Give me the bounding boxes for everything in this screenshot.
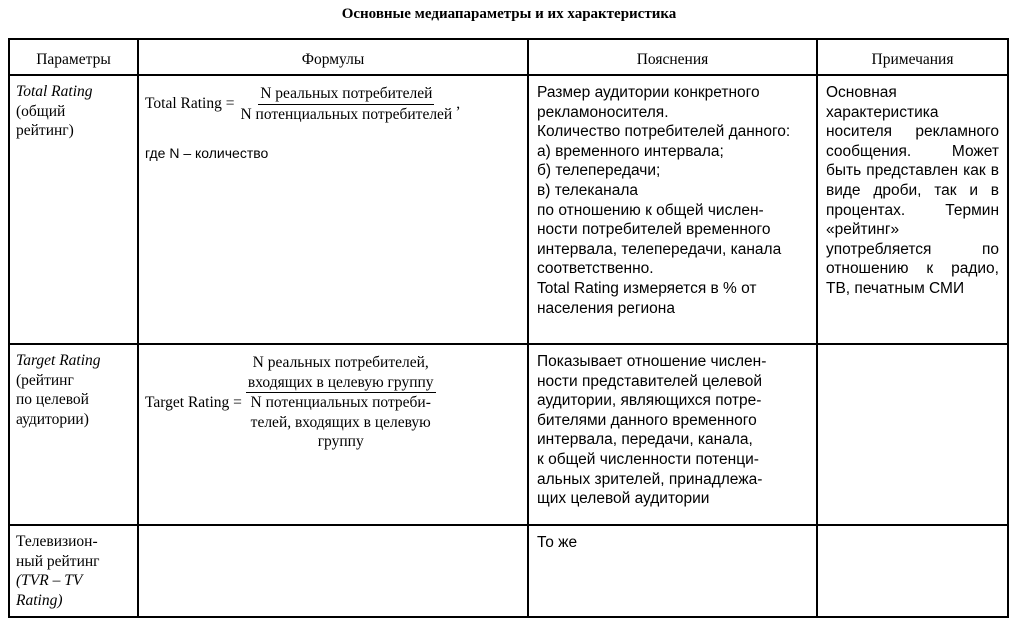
explanation-line: Показывает отношение числен- bbox=[537, 353, 767, 370]
note-cell bbox=[817, 344, 1008, 525]
param-name-ru: (рейтинг bbox=[16, 371, 74, 389]
explanation-line: в) телеканала bbox=[537, 181, 638, 199]
explanation-line: Total Rating измеряется в % от bbox=[537, 279, 757, 297]
note-cell bbox=[817, 75, 1008, 344]
fraction-numerator: N реальных потребителей bbox=[258, 84, 434, 105]
fraction-denominator bbox=[249, 393, 433, 452]
note-cell bbox=[817, 525, 1008, 617]
param-name-ru: Телевизион- bbox=[16, 533, 98, 550]
header-params: Параметры bbox=[9, 39, 138, 75]
fraction bbox=[246, 353, 436, 452]
explanation-cell bbox=[528, 75, 817, 344]
param-cell bbox=[9, 344, 138, 525]
explanation-line: альных зрителей, принадлежа- bbox=[537, 470, 763, 488]
explanation-line: То же bbox=[537, 534, 578, 551]
param-name-ru: по целевой bbox=[16, 391, 89, 409]
param-name-ru: аудитории) bbox=[16, 410, 89, 428]
explanation-line: соответственно. bbox=[537, 260, 654, 278]
explanation-cell bbox=[528, 344, 817, 525]
explanation-line: населения региона bbox=[537, 299, 675, 317]
explanation-line: интервала, передачи, канала, bbox=[537, 431, 753, 449]
formula-lhs: Target Rating = bbox=[145, 393, 242, 411]
explanation-line: к общей численности потенци- bbox=[537, 450, 759, 468]
formula-tail: , bbox=[456, 95, 461, 113]
explanation-line: рекламоносителя. bbox=[537, 103, 669, 121]
explanation-line: интервала, телепередачи, канала bbox=[537, 240, 782, 258]
table-row-total-rating bbox=[9, 75, 1008, 344]
formula-cell bbox=[138, 525, 528, 617]
page-title: Основные медиапараметры и их характеристика bbox=[341, 6, 677, 22]
table-row-target-rating bbox=[9, 344, 1008, 525]
formula-cell bbox=[138, 75, 528, 344]
param-name-en: Total Rating bbox=[16, 83, 93, 100]
explanation-line: ности потребителей временного bbox=[537, 221, 771, 239]
note-text: Основная характеристика носителя рекламного сообщения. Может быть представлен как в виде дроби, так и в процентах. Термин «рейтинг» употребляется по отношению к радио, ТВ, печатным СМИ bbox=[826, 84, 999, 297]
fraction-denominator-line: телей, входящих в целевую bbox=[250, 413, 431, 431]
header-formulas: Формулы bbox=[138, 39, 528, 75]
explanation-cell bbox=[528, 525, 817, 617]
fraction-denominator-line: N потенциальных потреби- bbox=[250, 394, 431, 412]
explanation-line: Количество потребителей данного: bbox=[537, 123, 791, 141]
param-name-ru: рейтинг) bbox=[16, 122, 74, 140]
explanation-line: аудитории, являющихся потре- bbox=[537, 392, 762, 410]
formula-lhs: Total Rating = bbox=[145, 95, 235, 113]
header-notes: Примечания bbox=[817, 39, 1008, 75]
param-name-en: Target Rating bbox=[16, 352, 101, 369]
explanation-line: Размер аудитории конкретного bbox=[537, 84, 760, 101]
explanation-line: ности представителей целевой bbox=[537, 372, 762, 390]
param-name-ru: (общий bbox=[16, 102, 66, 120]
explanation-line: по отношению к общей числен- bbox=[537, 201, 764, 219]
fraction-denominator: N потенциальных потребителей bbox=[240, 105, 453, 123]
table-row-tvr bbox=[9, 525, 1008, 617]
param-cell bbox=[9, 525, 138, 617]
param-name-en: Rating) bbox=[16, 591, 63, 609]
param-name-ru: ный рейтинг bbox=[16, 552, 100, 570]
formula bbox=[145, 353, 523, 452]
media-parameters-table bbox=[8, 38, 1009, 618]
header-row bbox=[9, 39, 1008, 75]
formula-where-note: где N – количество bbox=[145, 145, 269, 162]
explanation-line: а) временного интервала; bbox=[537, 142, 724, 160]
fraction bbox=[238, 84, 454, 124]
formula bbox=[145, 84, 523, 124]
fraction-denominator-line: группу bbox=[317, 433, 364, 451]
param-name-en: (TVR – TV bbox=[16, 572, 83, 590]
param-cell bbox=[9, 75, 138, 344]
fraction-numerator-line: N реальных потребителей, bbox=[252, 354, 429, 371]
explanation-line: щих целевой аудитории bbox=[537, 490, 710, 508]
fraction-numerator bbox=[246, 353, 436, 393]
explanation-line: б) телепередачи; bbox=[537, 162, 661, 180]
formula-cell bbox=[138, 344, 528, 525]
explanation-line: бителями данного временного bbox=[537, 411, 757, 429]
fraction-numerator-line: входящих в целевую группу bbox=[247, 373, 434, 391]
header-explanations: Пояснения bbox=[528, 39, 817, 75]
